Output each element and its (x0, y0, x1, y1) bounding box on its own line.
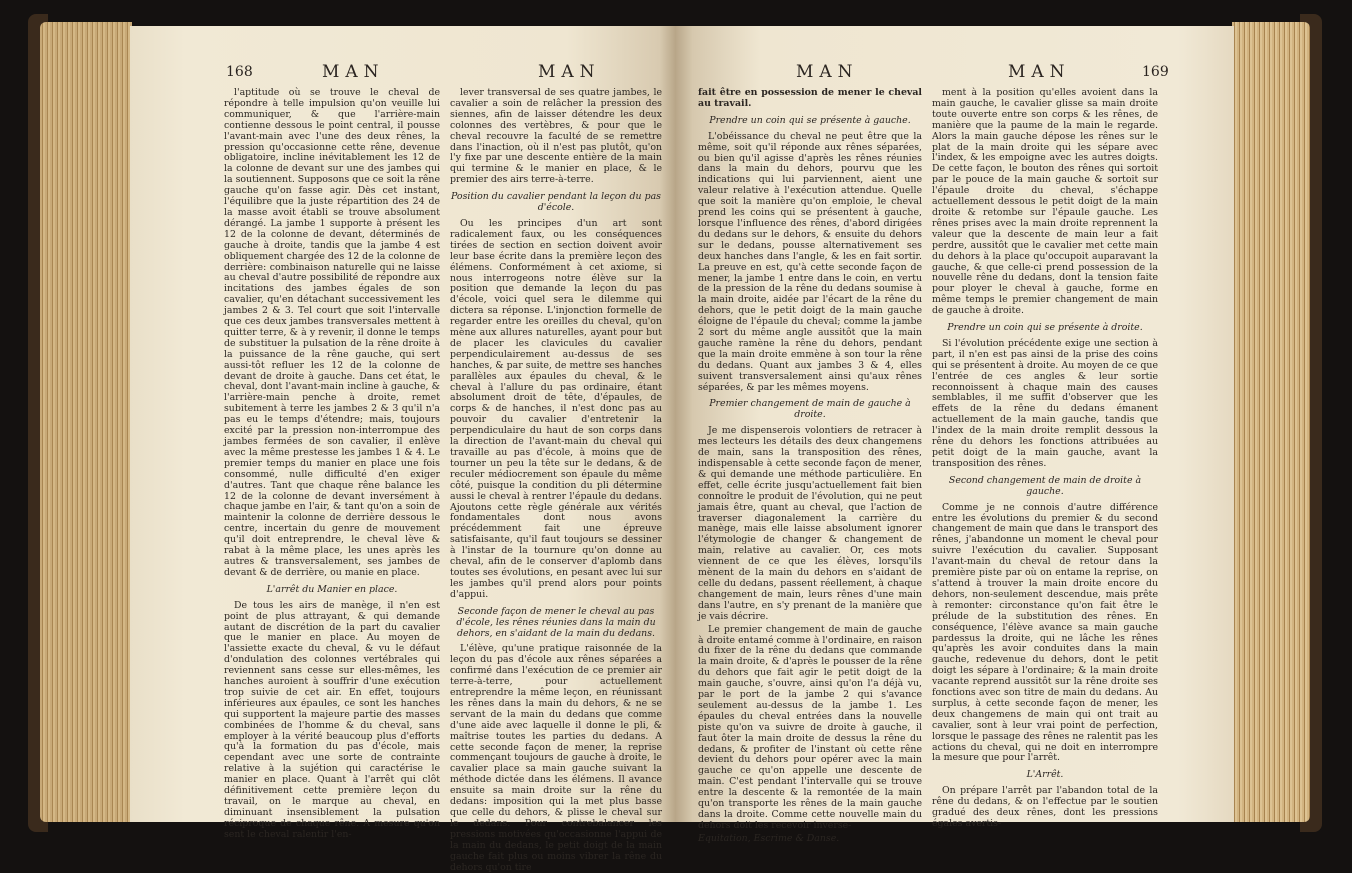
page-edges-left (40, 22, 132, 822)
paragraph: L'obéissance du cheval ne peut être que la même, soit qu'il réponde aux rênes séparées, ou bien qu'il agisse d'après les rênes réunies dans la main du dehors, pourvu que les indications qui lui parviennent, aient une valeur relative à l'exécution attendue. Quelle que soit la manière qu'on emploie, le cheval prend les coins qui se présentent à gauche, lorsque l'influence des rênes, d'abord dirigées du dedans sur le dehors, & ensuite du dehors sur le dedans, pousse alternativement ses deux hanches dans l'angle, & les en fait sortir. La preuve en est, qu'à cette seconde façon de mener, la jambe 1 entre dans le coin, en vertu de la pression de la rêne du dedans soumise à la main droite, aidée par l'écart de la rêne du dehors, que le petit doigt de la main gauche éloigne de l'épaule du cheval; comme la jambe 2 sort du même angle aussitôt que la main gauche ramène la rêne du dehors, pendant que la main droite emmène à son tour la rêne du dedans. Quant aux jambes 3 & 4, elles suivent transversalement ainsi qu'aux rênes séparées, & par les mêmes moyens. (698, 130, 922, 393)
running-header-right: MAN (1008, 62, 1071, 82)
paragraph: Je me dispenserois volontiers de retracer à mes lecteurs les détails des deux changemens de main, sans la transposition des rênes, indispensable à cette seconde façon de mener, & qui demande une méthode particulière. En effet, celle écrite jusqu'actuellement fait bien connoître le produit de l'évolution, qui ne peut jamais être, quant au cheval, que l'action de traverser diagonalement la carrière du manège, mais elle laisse absolument ignorer l'étymologie de changer & changement de main, relative au cavalier. Or, ces mots viennent de ce que les élèves, lorsqu'ils mènent de la main du dehors en s'aidant de celle du dedans, passent réellement, à chaque changement de main, leurs rênes d'une main dans l'autre, en s'y prenant de la manière que je vais décrire. (698, 425, 922, 622)
paragraph: L'élève, qu'une pratique raisonnée de la leçon du pas d'école aux rênes séparées a confirmé dans l'exécution de ce premier air terre-à-terre, pour actuellement entreprendre la même leçon, en réunissant les rênes dans la main du dehors, & ne se servant de la main du dedans que comme d'une aide avec laquelle il donne le pli, & maîtrise toutes les parties du dedans. A cette seconde façon de mener, la reprise commençant toujours de gauche à droite, le cavalier place sa main gauche suivant la méthode dictée dans les élémens. Il avance ensuite sa main droite sur la rêne du dedans: imposition qui la met plus basse que celle du dehors, & plisse le cheval sur le dedans. Pour contrebalancer les pressions motivées qu'occasionne l'appui de la main du dedans, le petit doigt de la main gauche fait plus ou moins vibrer la rêne du dehors qu'on tire (450, 643, 662, 873)
running-header-left: MAN (322, 62, 385, 82)
paragraph: Le premier changement de main de gauche à droite entamé comme à l'ordinaire, en raison du fixer de la rêne du dedans que commande la main droite, & d'après le pousser de la rêne du dehors que fait agir le petit doigt de la main gauche, s'ouvre, ainsi qu'on l'a déjà vu, par le port de la jambe 2 qui s'avance seulement au-dessus de la jambe 1. Les épaules du cheval entrées dans la nouvelle piste qu'on va suivre de droite à gauche, il faut ôter la main droite de dessus la rêne du dedans, & profiter de l'instant où cette rêne devient du dehors pour opérer avec la main gauche ce qu'on appelle une descente de main. C'est pendant l'intervalle qui se trouve entre la descente & la remontée de la main qu'on transporte les rênes de la main gauche dans la droite. Comme cette nouvelle main du dehors doit les recevoir inverse- (698, 623, 922, 831)
paragraph: Ou les principes d'un art sont radicalement faux, ou les conséquences tirées de section en section doivent avoir leur base écrite dans la première leçon des élémens. Conformément à cet axiome, si nous interrogeons notre élève sur la position que demande la leçon du pas d'école, voici quel sera le dilemme qui dictera sa réponse. L'injonction formelle de regarder entre les oreilles du cheval, qu'on mène aux allures naturelles, ayant pour but de placer les clavicules du cavalier perpendiculairement au-dessus de ses hanches, & par suite, de mettre ses hanches parallèles aux épaules du cheval, & le cheval à l'allure du pas ordinaire, étant absolument droit de tête, d'épaules, de corps & de hanches, il n'est donc pas au pouvoir du cavalier d'entretenir la perpendiculaire du haut de son corps dans la direction de l'avant-main du cheval qui travaille au pas d'école, à moins que de tourner un peu la tête sur le dedans, & de reculer médiocrement son épaule du même côté, puisque la condition du pli détermine aussi le cheval à rentrer l'épaule du dedans. Ajoutons cette règle générale aux vérités fondamentales dont nous avons précédemment fait une épreuve satisfaisante, qu'il faut toujours se dessiner à l'instar de la tournure qu'on donne au cheval, afin de le conserver d'aplomb dans toutes ses évolutions, en pesant avec lui sur les jambes qu'il prend alors pour points d'appui. (450, 217, 662, 600)
running-header-right: MAN (538, 62, 601, 82)
paragraph: De tous les airs de manège, il n'en est point de plus attrayant, & qui demande autant de discrétion de la part du cavalier que le manier en place. Au moyen de l'assiette exacte du cheval, & vu le défaut d'ondulation des colonnes vertébrales qui reviennent sans cesse sur elles-mêmes, les hanches auroient à souffrir d'une exécution trop suivie de cet air. En effet, toujours inférieures aux épaules, ce sont les hanches qui supportent la majeure partie des masses combinées de l'homme & du cheval, sans employer à la vérité beaucoup plus d'efforts qu'à la formation du pas d'école, mais cependant avec une sorte de contrainte relative à la sujétion qui caractérise le manier en place. Quant à l'arrêt qui clôt définitivement cette première leçon du travail, on le marque au cheval, en diminuant insensiblement la pulsation réciproque de chaque rêne. A mesure qu'on sent le cheval ralentir l'en- (224, 599, 440, 840)
section-heading: Premier changement de main de gauche à droite. (709, 398, 911, 421)
section-heading: L'arrêt du Manier en place. (266, 583, 398, 595)
section-heading: Position du cavalier pendant la leçon du pas d'école. (451, 191, 661, 214)
text-column-1 (224, 87, 440, 840)
section-heading: L'Arrêt. (1026, 769, 1064, 781)
text-column-2 (450, 87, 662, 873)
paragraph: Si l'évolution précédente exige une section à part, il n'en est pas ainsi de la prise des coins qui se présentent à droite. Au moyen de ce que l'entrée de ces angles & leur sortie reconnoissent à chaque main des causes semblables, il me suffit d'observer que les effets de la rêne du dedans émanent actuellement de la main gauche, tandis que l'index de la main droite remplit dessous la rêne du dehors les fonctions attribuées au petit doigt de la main gauche, avant la transposition des rênes. (932, 337, 1158, 469)
section-heading: Second changement de main de droite à gauche. (948, 474, 1142, 497)
text-column-2 (932, 87, 1158, 829)
text-column-1 (698, 87, 922, 844)
paragraph: On prépare l'arrêt par l'abandon total de la rêne du dedans, & on l'effectue par le soutien gradué des deux rênes, dont les pressions égales avertis- (932, 785, 1158, 829)
section-heading: Seconde façon de mener le cheval au pas d'école, les rênes réunies dans la main du dehors, en s'aidant de la main du dedans. (456, 605, 656, 639)
paragraph-lead: fait être en possession de mener le cheval au travail. (698, 87, 922, 109)
section-heading: Prendre un coin qui se présente à droite. (947, 322, 1143, 334)
paragraph: Comme je ne connois d'autre différence entre les évolutions du premier & du second changement de main que dans le transport des rênes, j'abandonne un moment le cheval pour suivre l'exécution du cavalier. Supposant l'avant-main du cheval de retour dans la première piste par où on entame la reprise, on s'attend à trouver la main droite encore du dehors, non-seulement descendue, mais prête à remonter: circonstance qu'on fait être le prélude de la substitution des rênes. En conséquence, l'élève avance sa main gauche pardessus la droite, qui ne lâche les rênes qu'après les avoir conduites dans la main gauche, redevenue du dehors, dont le petit doigt les sépare à l'ordinaire; & la main droite vacante reprend aussitôt sur la rêne droite ses fonctions avec son titre de main du dedans. Au surplus, à cette seconde façon de mener, les deux changemens de main qui ont trait au cavalier, sont à leur vrai point de perfection, lorsque le passage des rênes ne ralentit pas les actions du cheval, qui ne doit en interrompre la mesure que pour l'arrêt. (932, 501, 1158, 764)
right-page (676, 26, 1234, 844)
page-number: 169 (1142, 64, 1169, 80)
paragraph: l'aptitude où se trouve le cheval de répondre à telle impulsion qu'on veuille lui communiquer, & que l'arrière-main contienne dessous le point central, il pousse l'avant-main avec l'une des deux rênes, la pression qu'occasionne cette rêne, devenue obligatoire, incline inévitablement les 12 de la colonne de devant sur une des jambes qui la soutiennent. Supposons que ce soit la rêne gauche qu'on fasse agir. Dès cet instant, l'équilibre que la juste répartition des 24 de la masse avoit établi se trouve absolument dérangé. La jambe 1 supporte à présent les 12 de la colonne de devant, déterminés de gauche à droite, tandis que la jambe 4 est obliquement chargée des 12 de la colonne de derrière: combinaison naturelle qui ne laisse au cheval d'autre possibilité de répondre aux incitations des jambes égales de son cavalier, qu'en détachant successivement les jambes 2 & 3. Tel court que soit l'intervalle que ces deux jambes transversales mettent à quitter terre, & à y revenir, il donne le temps de substituer la pulsation de la rêne droite à la puissance de la rêne gauche, qui sert aussi-tôt refluer les 12 de la colonne de devant de droite à gauche. Dans cet état, le cheval, dont l'avant-main incline à gauche, & l'arrière-main penche à droite, remet subitement à terre les jambes 2 & 3 qu'il n'a pas eu le temps d'étendre; mais, toujours excité par la pression non-interrompue des jambes fermées de son cavalier, il enlève avec la même prestesse les jambes 1 & 4. Le premier temps du manier en place une fois consommé, nulle difficulté d'en exiger d'autres. Tant que chaque rêne balance les 12 de la colonne de devant inversément à chaque jambe en l'air, & tant qu'on a soin de maintenir la colonne de derrière dessous le centre, incertain du genre de mouvement qu'il doit entreprendre, le cheval lève & rabat à la même place, les unes après les autres & transversalement, ses jambes de devant & de derrière, ou manie en place. (224, 87, 440, 578)
left-page (130, 26, 676, 873)
page-edges-right (1232, 22, 1310, 822)
paragraph: lever transversal de ses quatre jambes, le cavalier a soin de relâcher la pression des siennes, afin de laisser détendre les deux colonnes des vertèbres, & pour que le cheval recouvre la faculté de se remettre dans l'inaction, où il n'est pas plutôt, qu'on l'y fixe par une descente entière de la main qui termine & le manier en place, & le premier des airs terre-à-terre. (450, 87, 662, 186)
page-footer: Equitation, Escrime & Danse. (698, 832, 840, 844)
paragraph: ment à la position qu'elles avoient dans la main gauche, le cavalier glisse sa main droite toute ouverte entre son corps & les rênes, de manière que la paume de la main le regarde. Alors la main gauche dépose les rênes sur le plat de la main droite qui les sépare avec l'index, & les empoigne avec les autres doigts. De cette façon, le bouton des rênes qui sortoit par le pouce de la main gauche & sortoit sur l'épaule droite du cheval, s'échappe actuellement dessous le petit doigt de la main droite & retombe sur l'épaule gauche. Les rênes prises avec la main droite reprennent la valeur que la descente de main leur a fait perdre, aussitôt que le cavalier met cette main du dehors à la place qu'occupoit auparavant la gauche, & que celle-ci prend possession de la nouvelle rêne du dedans, dont la tension faite pour ployer le cheval à gauche, forme en même temps le premier changement de main de gauche à droite. (932, 87, 1158, 317)
section-heading: Prendre un coin qui se présente à gauche. (709, 114, 911, 126)
running-header-left: MAN (796, 62, 859, 82)
page-number: 168 (226, 64, 253, 80)
